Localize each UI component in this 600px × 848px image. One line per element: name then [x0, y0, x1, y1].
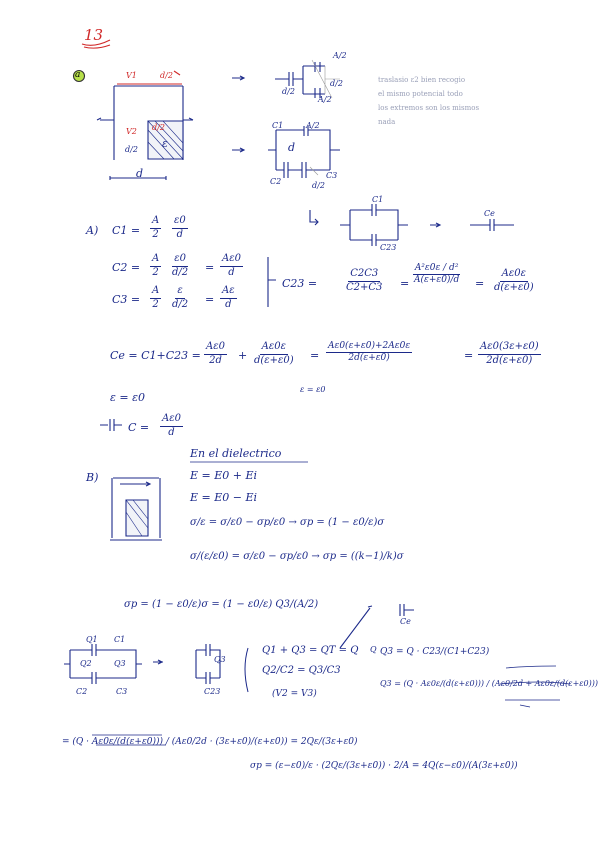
part-b-label: B): [86, 471, 99, 484]
fig-d3: d: [288, 141, 296, 154]
ce-frac2: $\frac{A\varepsilon 0\varepsilon}{d(\varepsilon+\varepsilon 0)}$: [254, 341, 294, 366]
fig-c1b: C1: [372, 195, 384, 204]
sigma-final: σp = (ε−ε0)/ε · (2Qε/(3ε+ε0)) · 2/A = 4Q(ε−ε0)/(A(3ε+ε0)): [250, 761, 518, 771]
fig-v1: V1: [126, 71, 137, 80]
fig-d: d: [136, 167, 144, 180]
c1-eq: C1 =: [112, 224, 141, 237]
lbl-c2: C2: [76, 687, 88, 696]
note-line-1: traslasio ε2 bien recogio: [378, 76, 466, 84]
fig-d2: d/2: [160, 71, 173, 80]
lbl-c3: C3: [116, 687, 128, 696]
c23-frac2: $\frac{\text{A²ε0ε / d²}}{A(\varepsilon+\varepsilon 0)/d}$: [414, 263, 460, 286]
lbl-q2: Q2: [80, 659, 92, 668]
lbl-q1: Q1: [86, 635, 98, 644]
ce-plus: +: [238, 349, 248, 362]
lbl-ce: Ce: [400, 617, 411, 626]
c23-result: $\frac{A\varepsilon 0\varepsilon}{d(\varepsilon+\varepsilon 0)}$: [494, 268, 534, 293]
fig-a2c: A/2: [306, 121, 320, 130]
part-label: a: [75, 70, 81, 80]
sigma-eq-1: σ/ε = σ/ε0 − σp/ε0 → σp = (1 − ε0/ε)σ: [190, 517, 385, 528]
fig-a2b: A/2: [318, 95, 332, 104]
c2-eq-sign: =: [205, 261, 215, 274]
page-number: 13: [84, 26, 104, 44]
c23-eq-sign: =: [400, 277, 410, 290]
part-b-heading: En el dielectrico: [190, 447, 282, 460]
part-a-label: A): [86, 224, 99, 237]
lbl-c1: C1: [114, 635, 126, 644]
fig-c2: C2: [270, 177, 282, 186]
c3-result: $\frac{A\varepsilon}{d}$: [222, 285, 235, 310]
ce-result: $\frac{A\varepsilon 0(3\varepsilon+\varepsilon 0)}{2d(\varepsilon+\varepsilon 0)}$: [480, 341, 539, 366]
q-eq-1: Q3 = Q · C23/(C1+C23): [380, 647, 490, 657]
c3-eq: C3 =: [112, 293, 141, 306]
sigma-eq-3: σp = (1 − ε0/ε)σ = (1 − ε0/ε) Q3/(A/2): [124, 599, 319, 610]
lbl-q3b: Q3: [214, 655, 226, 664]
system-eq-1: Q1 + Q3 = QT = Q: [262, 645, 359, 656]
lbl-q: Q: [370, 645, 377, 654]
c1-frac: $\frac{A}{2}$: [152, 215, 160, 240]
q-eq-2: Q3 = (Q · Aε0ε/(d(ε+ε0))) / (Aε0/2d + Aε0ε/(d(ε+ε0))): [380, 679, 599, 688]
c23-eq: C23 =: [282, 277, 318, 290]
field-eq-2: E = E0 − Ei: [190, 491, 258, 504]
fig-d2b: d/2: [152, 123, 165, 132]
ce-frac1: $\frac{A\varepsilon 0}{2d}$: [206, 341, 225, 366]
eps-eq2: ε = ε0: [300, 385, 326, 394]
system-eq-2: Q2/C2 = Q3/C3: [262, 665, 341, 676]
c2-frac2: $\frac{\varepsilon 0}{d/2}$: [172, 253, 189, 278]
ce-eq2: =: [310, 349, 320, 362]
fig-d2c: d/2: [125, 145, 138, 154]
note-line-4: nada: [378, 118, 396, 126]
fig-c3: C3: [326, 171, 338, 180]
c3-frac2: $\frac{\varepsilon}{d/2}$: [172, 285, 189, 310]
fig-a2: A/2: [333, 51, 347, 60]
c3-frac: $\frac{A}{2}$: [152, 285, 160, 310]
note-line-2: el mismo potencial todo: [378, 90, 463, 98]
note-line-3: los extremos son los mismos: [378, 104, 480, 112]
c-final: C =: [128, 421, 150, 434]
c2-result: $\frac{A\varepsilon 0}{d}$: [222, 253, 241, 278]
lbl-q3: Q3: [114, 659, 126, 668]
fig-d4: d/2: [312, 181, 325, 190]
c2-eq: C2 =: [112, 261, 141, 274]
ce-eq3: =: [464, 349, 474, 362]
c3-eq-sign: =: [205, 293, 215, 306]
fig-v2: V2: [126, 127, 137, 136]
sigma-eq-2: σ/(ε/ε0) = σ/ε0 − σp/ε0 → σp = ((k−1)/k)σ: [190, 551, 404, 562]
c2-frac: $\frac{A}{2}$: [152, 253, 160, 278]
ce-eq: Ce = C1+C23 =: [110, 349, 201, 362]
c23-eq-sign2: =: [475, 277, 485, 290]
c-final-frac: $\frac{A\varepsilon 0}{d}$: [162, 413, 181, 438]
system-eq-3: (V2 = V3): [272, 689, 317, 699]
fig-ce: Ce: [484, 209, 495, 218]
ce-frac3: $\frac{A\varepsilon 0(\varepsilon+\varepsilon 0)+2A\varepsilon 0\varepsilon}{2d(\varepsilon+\varepsilon 0)}$: [328, 341, 411, 364]
lbl-c23: C23: [204, 687, 221, 696]
field-eq-1: E = E0 + Ei: [190, 469, 258, 482]
fig-c1: C1: [272, 121, 284, 130]
eps-eq: ε = ε0: [110, 391, 146, 404]
fig-c23: C23: [380, 243, 397, 252]
fig-d2e: d/2: [330, 79, 343, 88]
q-eq-3: = (Q · Aε0ε/(d(ε+ε0))) / (Aε0/2d · (3ε+ε0)/(ε+ε0)) = 2Qε/(3ε+ε0): [62, 737, 358, 747]
c23-frac: $\frac{C2C3}{C2+C3}$: [346, 268, 383, 293]
fig-d2d: d/2: [282, 87, 295, 96]
fig-eps: ε: [162, 137, 168, 150]
c1-frac2: $\frac{\varepsilon 0}{d}$: [174, 215, 186, 240]
